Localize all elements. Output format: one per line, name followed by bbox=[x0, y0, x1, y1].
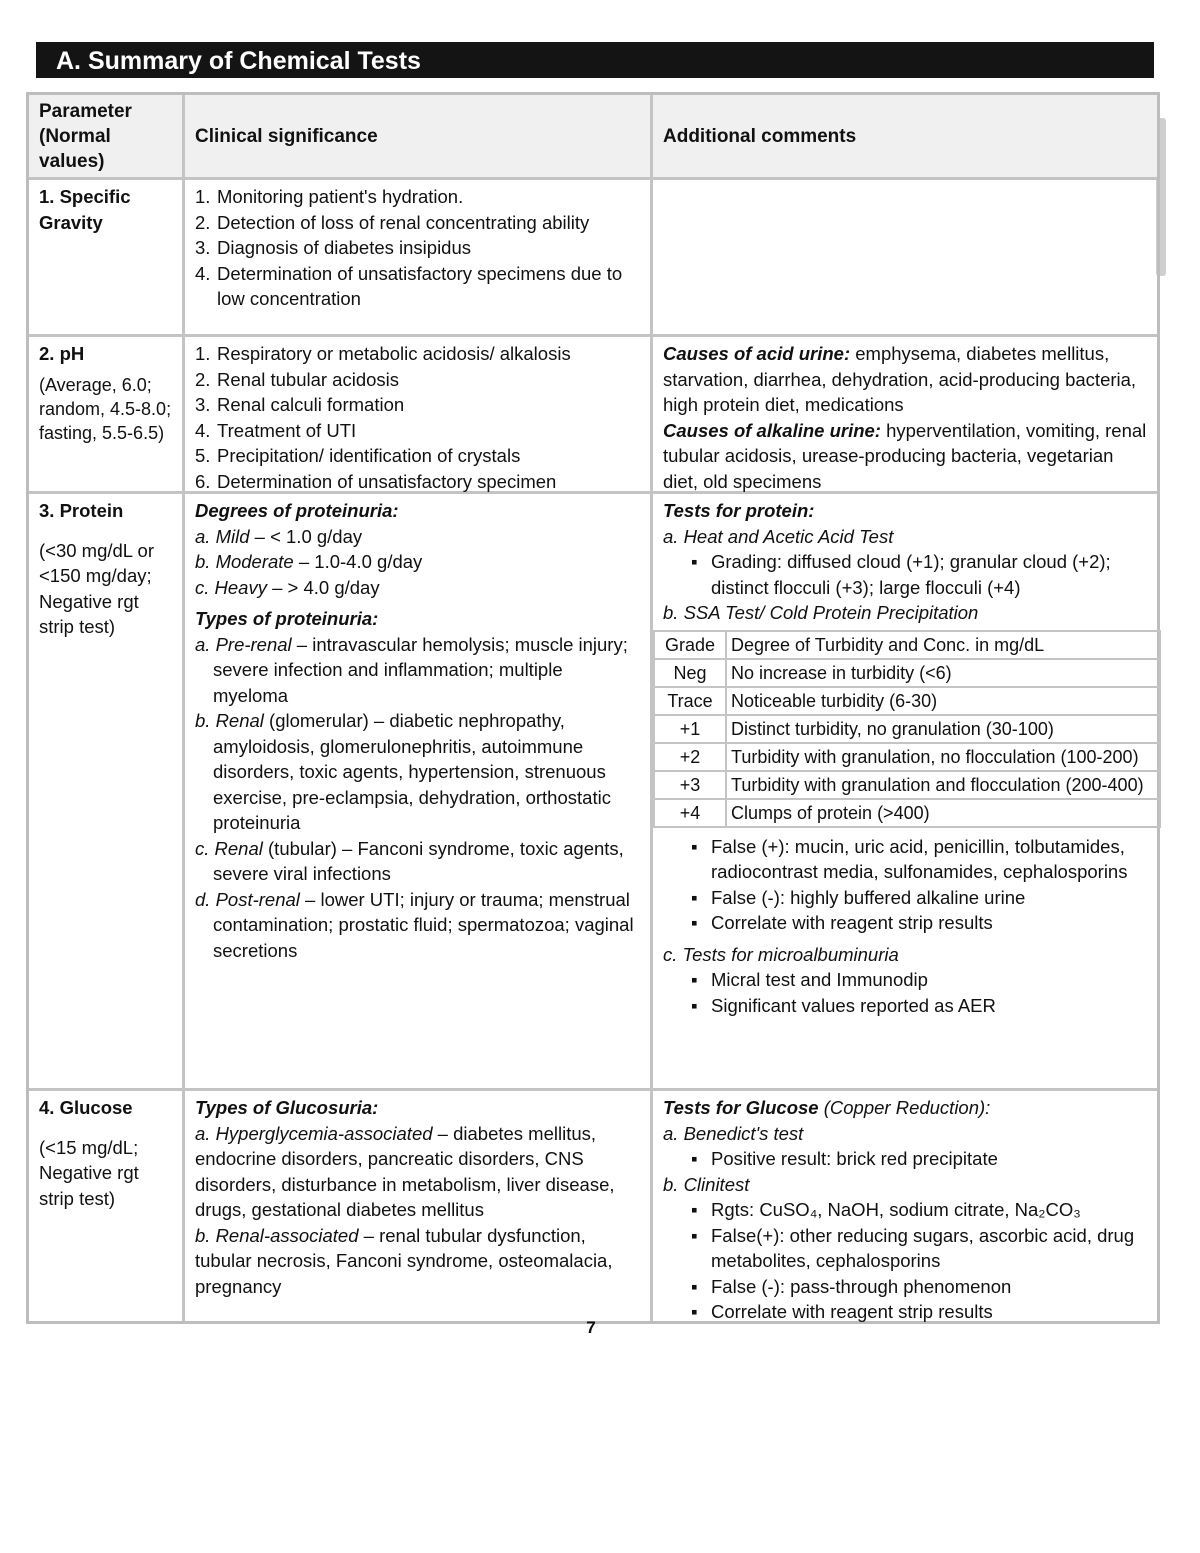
list-item: c. Renal (tubular) – Fanconi syndrome, toxic agents, severe viral infections bbox=[195, 837, 624, 884]
table-row: +4 Clumps of protein (>400) bbox=[654, 799, 1160, 827]
list-item: ▪ Correlate with reagent strip results bbox=[691, 912, 993, 933]
protein-tests-title: Tests for protein: bbox=[663, 500, 815, 521]
param-specific-gravity: 1. Specific Gravity bbox=[29, 180, 185, 334]
list-item: ▪ Positive result: brick red precipitate bbox=[691, 1148, 998, 1169]
param-protein-normal: (<30 mg/dL or <150 mg/day; Negative rgt strip test) bbox=[39, 539, 155, 637]
param-ph-normal: (Average, 6.0; random, 4.5-8.0; fasting, 5.5-6.5) bbox=[39, 374, 172, 443]
clinitest-title: b. Clinitest bbox=[663, 1173, 750, 1195]
glucosuria-types-title: Types of Glucosuria: bbox=[195, 1097, 379, 1118]
list-item: 1. Respiratory or metabolic acidosis/ alkalosis bbox=[195, 343, 571, 364]
list-item: ▪ Significant values reported as AER bbox=[691, 994, 996, 1016]
param-glucose-title: 4. Glucose bbox=[39, 1097, 133, 1118]
list-item: 6. Determination of unsatisfactory specimen bbox=[195, 470, 557, 492]
list-item: ▪ False (-): highly buffered alkaline urine bbox=[691, 886, 1026, 908]
table-row-protein bbox=[29, 491, 1157, 1088]
list-item: ▪ Rgts: CuSO₄, NaOH, sodium citrate, Na₂CO₃ bbox=[691, 1199, 1081, 1220]
list-item: b. Renal (glomerular) – diabetic nephropathy, amyloidosis, glomerulonephritis, autoimmune disorders, toxic agents, hypertension, strenuous exercise, pre-eclampsia, dehydration, orthostatic proteinuria bbox=[195, 710, 611, 833]
list-item: 4. Determination of unsatisfactory specimens due to low concentration bbox=[195, 262, 623, 309]
header-clinical-significance: Clinical significance bbox=[185, 95, 653, 177]
header-additional-comments: Additional comments bbox=[663, 126, 857, 147]
param-glucose bbox=[29, 1091, 185, 1321]
grade-col-header: Grade bbox=[654, 631, 726, 659]
page-number: 7 bbox=[586, 1318, 596, 1337]
list-item: 4. Treatment of UTI bbox=[195, 419, 357, 441]
degrees-title: Degrees of proteinuria: bbox=[195, 500, 399, 521]
table-row: +1 Distinct turbidity, no granulation (30-100) bbox=[654, 715, 1160, 743]
alkaline-urine-causes: Causes of alkaline urine: hyperventilation, vomiting, renal tubular acidosis, urease-producing bacteria, vegetarian diet, old specimens bbox=[663, 419, 1147, 492]
list-item: 2. Renal tubular acidosis bbox=[195, 368, 400, 390]
table-row bbox=[654, 631, 1160, 659]
list-item: ▪ Grading: diffused cloud (+1); granular cloud (+2); distinct flocculi (+3); large flocculi (+4) bbox=[691, 551, 1111, 598]
list-item: 5. Precipitation/ identification of crystals bbox=[195, 445, 521, 466]
microalbuminuria-title: c. Tests for microalbuminuria bbox=[663, 943, 899, 965]
header-parameter: Parameter (Normal values) bbox=[29, 95, 185, 177]
list-item: ▪ Micral test and Immunodip bbox=[691, 969, 928, 990]
clinical-ph bbox=[185, 337, 653, 491]
list-item: 2. Detection of loss of renal concentrating ability bbox=[195, 211, 590, 233]
types-title: Types of proteinuria: bbox=[195, 608, 379, 629]
list-item: 3. Renal calculi formation bbox=[195, 394, 405, 415]
acid-urine-causes: Causes of acid urine: emphysema, diabetes mellitus, starvation, diarrhea, dehydration, acid-producing bacteria, high protein diet, medications bbox=[663, 343, 1137, 415]
clinical-protein bbox=[185, 494, 653, 1088]
list-item: ▪ Correlate with reagent strip results bbox=[691, 1301, 993, 1322]
list-item: ▪ False (-): pass-through phenomenon bbox=[691, 1275, 1012, 1297]
list-item: a. Pre-renal – intravascular hemolysis; muscle injury; severe infection and inflammation; multiple myeloma bbox=[195, 633, 628, 706]
list-item: ▪ False (+): mucin, uric acid, penicillin, tolbutamides, radiocontrast media, sulfonamides, cephalosporins bbox=[691, 835, 1128, 882]
param-protein bbox=[29, 494, 185, 1088]
clinical-specific-gravity bbox=[185, 180, 653, 334]
table-row: +3 Turbidity with granulation and flocculation (200-400) bbox=[654, 771, 1160, 799]
table-row: Trace Noticeable turbidity (6-30) bbox=[654, 687, 1160, 715]
heat-acetic-title: a. Heat and Acetic Acid Test bbox=[663, 525, 894, 547]
comments-ph bbox=[653, 337, 1157, 491]
ssa-grade-table bbox=[653, 630, 1161, 828]
chemical-tests-table bbox=[26, 92, 1160, 1324]
table-header-row bbox=[29, 95, 1157, 177]
list-item: a. Hyperglycemia-associated – diabetes mellitus, endocrine disorders, pancreatic disorders, CNS disorders, disturbance in metabolism, liver disease, drugs, gestational diabetes mellitus bbox=[195, 1122, 615, 1220]
list-item: d. Post-renal – lower UTI; injury or trauma; menstrual contamination; prostatic fluid; spermatozoa; vaginal secretions bbox=[195, 888, 634, 961]
param-glucose-normal: (<15 mg/dL; Negative rgt strip test) bbox=[39, 1136, 139, 1209]
param-ph bbox=[29, 337, 185, 491]
comments-protein bbox=[653, 494, 1157, 1088]
param-ph-title: 2. pH bbox=[39, 343, 85, 364]
ssa-title: b. SSA Test/ Cold Protein Precipitation bbox=[663, 602, 979, 623]
table-row-glucose bbox=[29, 1088, 1157, 1321]
table-row-ph bbox=[29, 334, 1157, 491]
list-item: ▪ False(+): other reducing sugars, ascorbic acid, drug metabolites, cephalosporins bbox=[691, 1224, 1135, 1271]
list-item: b. Moderate – 1.0-4.0 g/day bbox=[195, 551, 423, 572]
section-title: A. Summary of Chemical Tests bbox=[36, 42, 1154, 78]
table-row: +2 Turbidity with granulation, no flocculation (100-200) bbox=[654, 743, 1160, 771]
comments-specific-gravity bbox=[653, 180, 1157, 334]
glucose-tests-title: Tests for Glucose (Copper Reduction): bbox=[663, 1097, 991, 1118]
list-item: c. Heavy – > 4.0 g/day bbox=[195, 576, 380, 598]
table-row: Neg No increase in turbidity (<6) bbox=[654, 659, 1160, 687]
list-item: a. Mild – < 1.0 g/day bbox=[195, 525, 363, 547]
degree-col-header: Degree of Turbidity and Conc. in mg/dL bbox=[726, 631, 1160, 659]
benedict-title: a. Benedict's test bbox=[663, 1122, 804, 1144]
list-item: 3. Diagnosis of diabetes insipidus bbox=[195, 237, 472, 258]
param-protein-title: 3. Protein bbox=[39, 500, 124, 521]
list-item: 1. Monitoring patient's hydration. bbox=[195, 186, 464, 207]
clinical-glucose bbox=[185, 1091, 653, 1321]
list-item: b. Renal-associated – renal tubular dysfunction, tubular necrosis, Fanconi syndrome, osteomalacia, pregnancy bbox=[195, 1224, 613, 1297]
table-row-specific-gravity bbox=[29, 177, 1157, 334]
comments-glucose bbox=[653, 1091, 1157, 1321]
